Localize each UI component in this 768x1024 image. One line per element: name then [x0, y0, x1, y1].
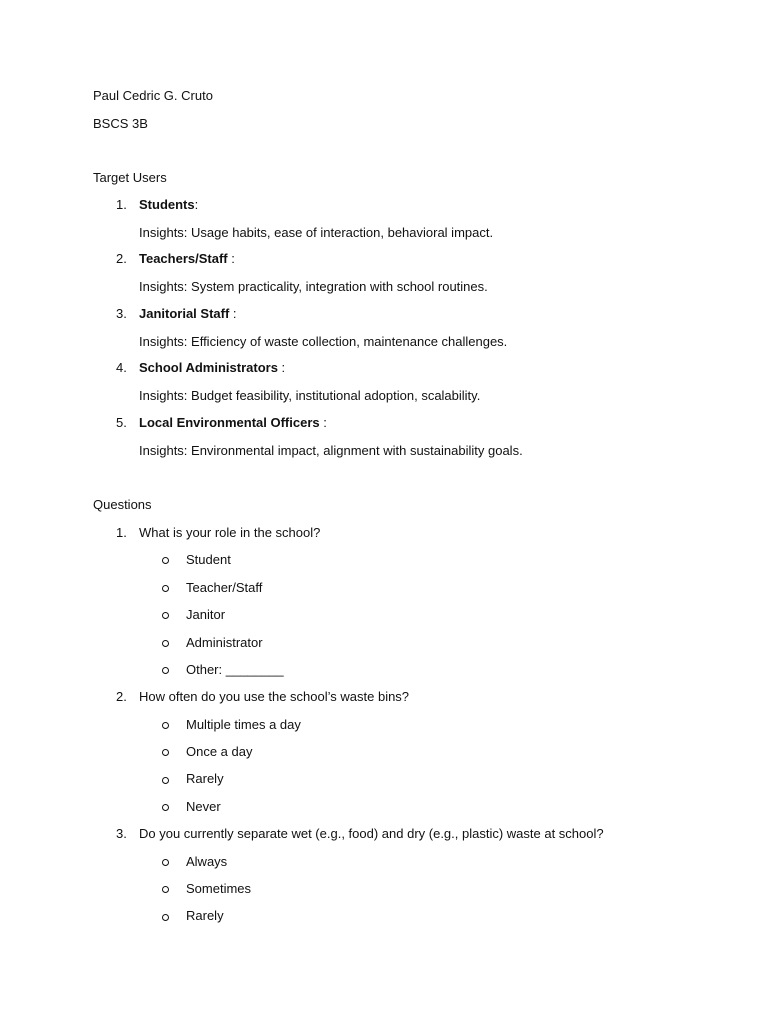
user-group-title: School Administrators : — [139, 360, 286, 375]
bullet-icon — [162, 585, 169, 592]
question-text: What is your role in the school? — [139, 525, 321, 540]
user-group-insights: Insights: Environmental impact, alignment with sustainability goals. — [139, 443, 523, 458]
item-number: 3. — [116, 826, 127, 841]
option-label: Administrator — [186, 635, 263, 650]
bullet-icon — [162, 640, 169, 647]
user-group-insights: Insights: Budget feasibility, institutional adoption, scalability. — [139, 388, 481, 403]
item-number: 5. — [116, 415, 127, 430]
bullet-icon — [162, 777, 169, 784]
bullet-icon — [162, 557, 169, 564]
target-users-heading: Target Users — [93, 170, 167, 185]
option-label: Sometimes — [186, 881, 252, 896]
author-name: Paul Cedric G. Cruto — [93, 88, 213, 103]
item-number: 1. — [116, 197, 127, 212]
bullet-icon — [162, 886, 169, 893]
item-number: 4. — [116, 360, 127, 375]
option-label: Teacher/Staff — [186, 580, 263, 595]
bullet-icon — [162, 804, 169, 811]
bullet-icon — [162, 667, 169, 674]
bullet-icon — [162, 749, 169, 756]
option-label: Multiple times a day — [186, 717, 301, 732]
option-label: Never — [186, 799, 221, 814]
user-group-insights: Insights: System practicality, integration with school routines. — [139, 279, 488, 294]
option-label: Rarely — [186, 771, 224, 786]
user-group-title: Students: — [139, 197, 199, 212]
question-text: Do you currently separate wet (e.g., food) and dry (e.g., plastic) waste at school? — [139, 826, 604, 841]
option-label: Janitor — [186, 607, 226, 622]
option-label: Once a day — [186, 744, 253, 759]
item-number: 2. — [116, 251, 127, 266]
bullet-icon — [162, 722, 169, 729]
item-number: 1. — [116, 525, 127, 540]
bullet-icon — [162, 612, 169, 619]
user-group-insights: Insights: Efficiency of waste collection, maintenance challenges. — [139, 334, 508, 349]
item-number: 2. — [116, 689, 127, 704]
bullet-icon — [162, 914, 169, 921]
class-section: BSCS 3B — [93, 116, 148, 131]
user-group-insights: Insights: Usage habits, ease of interaction, behavioral impact. — [139, 225, 494, 240]
bullet-icon — [162, 859, 169, 866]
user-group-title: Local Environmental Officers : — [139, 415, 327, 430]
option-label: Student — [186, 552, 231, 567]
user-group-title: Teachers/Staff : — [139, 251, 235, 266]
user-group-title: Janitorial Staff : — [139, 306, 237, 321]
questions-heading: Questions — [93, 497, 152, 512]
option-label: Other: ________ — [186, 662, 284, 677]
question-text: How often do you use the school’s waste bins? — [139, 689, 410, 704]
option-label: Rarely — [186, 908, 224, 923]
item-number: 3. — [116, 306, 127, 321]
option-label: Always — [186, 854, 228, 869]
